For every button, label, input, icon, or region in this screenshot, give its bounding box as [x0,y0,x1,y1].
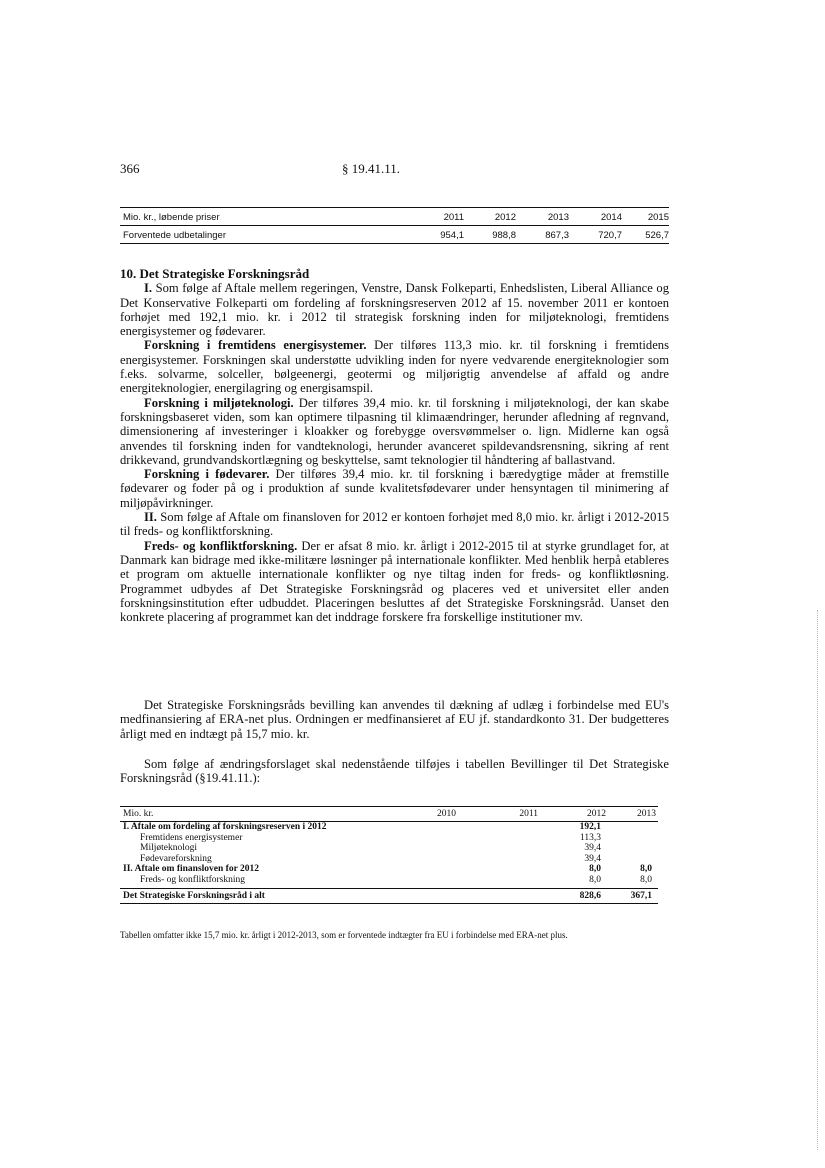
table-total-row: Det Strategiske Forskningsråd i alt 828,6 367,1 [123,890,652,901]
payments-table [120,207,669,244]
table-row [120,226,669,243]
year-cell: 2013 [547,212,569,223]
year-cell: 2012 [587,809,606,819]
section-heading: 10. Det Strategiske Forskningsråd [120,266,310,281]
main-text [120,267,669,624]
year-cell: 2010 [437,809,456,819]
year-cell: 2015 [647,212,669,223]
unit-label: Mio. kr. [123,809,154,819]
table-row: Miljøteknologi 39,4 [140,843,601,854]
paragraph: Forskning i fremtidens energisystemer. Der tilføres 113,3 mio. kr. til forskning i fremtidens energisystemer. Forskningen skal understøtte udvikling inden for nyere vedvarende energiteknologier som f.eks. solvarme, solceller, bølgeenergi, geotermi og miljørigtig anvendelse af affald og andre energiteknologier, energilagring og energisamspil. [120,338,669,396]
table-row: I. Aftale om fordeling af forskningsreserven i 2012 192,1 [123,822,601,832]
row-label: Forventede udbetalinger [123,230,226,241]
paragraph: II. Som følge af Aftale om finansloven for 2012 er kontoen forhøjet med 8,0 mio. kr. årligt i 2012-2015 til freds- og konfliktforskning. [120,510,669,539]
paragraph: Forskning i fødevarer. Der tilføres 39,4 mio. kr. til forskning i bæredygtige måder at fremstille fødevarer og foder på og i produktion af sunde kvalitetsfødevarer under hensyntagen til minimering af miljøpåvirkninger. [120,467,669,510]
paragraph: I. Som følge af Aftale mellem regeringen, Venstre, Dansk Folkeparti, Enhedslisten, Liberal Alliance og Det Konservative Folkeparti om fordeling af forskningsreserven 2012 af 15. november 2011 er kontoen forhøjet med 192,1 mio. kr. i 2012 til strategisk forskning inden for miljøteknologi, fremtidens energisystemer og fødevarer. [120,281,669,339]
value-cell: 526,7 [645,230,669,241]
paragraph: Freds- og konfliktforskning. Der er afsat 8 mio. kr. årligt i 2012-2015 til at styrke grundlaget for, at Danmark kan bidrage med ikke-militære løsninger på internationale konflikter. Med henblik herpå etableres et program om aktuelle internationale konflikter og nye tiltag inden for freds- og konfliktløsning. Programmet udbydes af Det Strategiske Forskningsråd og placeres ved et universitet eller anden forskningsinstitution efter udbuddet. Placeringen besluttes af det Strategiske Forskningsråd. Uanset den konkrete placering af programmet kan det inddrage forskere fra forskellige institutioner mv. [120,538,669,625]
value-cell: 720,7 [598,230,622,241]
unit-label: Mio. kr., løbende priser [123,212,220,223]
table-row: II. Aftale om finansloven for 2012 8,0 8,0 [123,864,652,875]
section-number: § 19.41.11. [342,161,401,176]
table-header-row [120,807,658,821]
year-cell: 2011 [443,212,464,223]
value-cell: 867,3 [545,230,569,241]
paragraph-era-net: Det Strategiske Forskningsråds bevilling kan anvendes til dækning af udlæg i forbindelse med EU's medfinansiering af ERA-net plus. Ordningen er medfinansieret af EU jf. standardkonto 31. Der budgetteres årligt med en indtægt på 15,7 mio. kr. [120,698,669,741]
paragraph: Forskning i miljøteknologi. Der tilføres 39,4 mio. kr. til forskning i miljøteknologi, der kan skabe forskningsbaseret viden, som kan optimere tilpasning til klimaændringer, herunder afledning af regnvand, dimensionering af investeringer i kloakker og forebygge oversvømmelser o. lign. Midlerne kan også anvendes til forskning inden for vandteknologi, herunder avanceret spildevandsrensning, sikring af rent drikkevand, grundvandskortlægning og beskyttelse, samt teknologier til håndtering af ballastvand. [120,395,669,467]
page-number: 366 [120,161,140,176]
value-cell: 988,8 [492,230,516,241]
paragraph-amendment: Som følge af ændringsforslaget skal nedenstående tilføjes i tabellen Bevillinger til Det Strategiske Forskningsråd (§19.41.11.): [120,757,669,786]
table-row: Fødevareforskning 39,4 [140,853,601,864]
table-header-row [120,208,669,225]
table-row: Fremtidens energisystemer 113,3 [140,832,601,843]
table-row: Freds- og konfliktforskning 8,0 8,0 [140,874,652,885]
scan-edge-line [817,610,819,1150]
year-cell: 2011 [519,809,538,819]
appropriations-table [120,806,658,904]
value-cell: 954,1 [440,230,464,241]
year-cell: 2012 [494,212,516,223]
year-cell: 2013 [637,809,656,819]
year-cell: 2014 [600,212,622,223]
table-footnote: Tabellen omfatter ikke 15,7 mio. kr. årligt i 2012-2013, som er forventede indtægter fra EU i forbindelse med ERA-net plus. [120,930,568,940]
